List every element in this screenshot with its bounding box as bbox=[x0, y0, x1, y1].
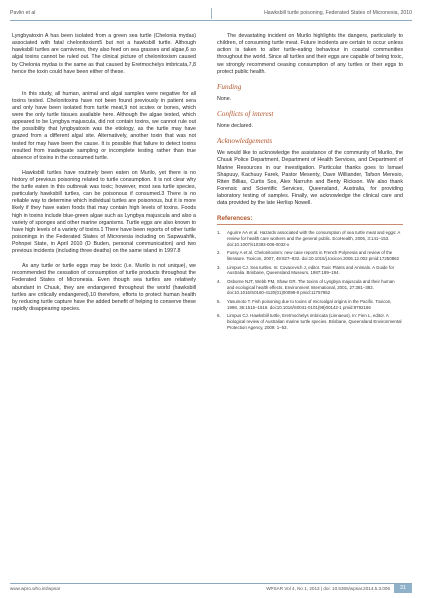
reference-number: 3. bbox=[217, 264, 221, 270]
paragraph: The devastating incident on Murilo highlights the dangers, particularly to children, of consuming turtle meat. Future incidents are certain to occur unless action is taken to alter turtle-eating behaviour in coastal communities throughout the world. Since all turtles and their eggs are capable of being toxic, we strongly recommend ceasing consumption of any turtles or their eggs to protect public health. bbox=[217, 33, 403, 75]
reference-item bbox=[217, 299, 403, 310]
acknowledgements-text: We would like to acknowledge the assistance of the community of Murilo, the Chuuk Police Department, Department of Health Services, and Department of Marine Resources in our investigation. Particular thanks goes to Ismael Shapuuy, Kachuuy Farek, Pastor Mesenty, Dave Williander, Tafson Meresio, Riten Billias, Curtis Sos, Alex Narruhn and Benty Rickson. We also thank Forensic and Scientific Services, Queensland, Australia, for providing laboratory testing of samples. Finally, we acknowledge the clinical care and data provided by the late Herlisp Nowell. bbox=[217, 150, 403, 207]
reference-text: Osborne NJT, Webb PM, Shaw GR. The toxins of Lyngbya majuscula and their human and ecological health effects. Environment International, 2001, 27:381–392. doi:10.1016/S0160-4120(01)00098-8 pmid:11757852 bbox=[227, 279, 395, 296]
paragraph: Lyngbyatoxin A has been isolated from a green sea turtle (Chelonia mydas) associated with fatal chelonitoxism5 but not a hawksbill turtle. Although hawksbill turtles are carnivores, they also feed on sea grasses and algae,6 so algal toxins cannot be ruled out. The clinical picture of chelonitoxism caused by Chelonia mydas is the same as that caused by Eretmochelys imbricata,7,8 hence the toxin could have been either of these. bbox=[12, 33, 196, 75]
reference-number: 2. bbox=[217, 250, 221, 256]
reference-text: Yasumoto T. Fish poisoning due to toxins of microalgal origins in the Pacific. Toxicon, 1998, 36:1515–1518. doi:10.1016/S0041-0101(98)00142-1 pmid:9792166 bbox=[227, 299, 392, 310]
reference-text: Limpus CJ. Sea turtles. In: Covacevich J, editor. Toxic Plants and Animals. A Guide for Australia. Brisbane, Queensland Museum, 1987:189–194. bbox=[227, 264, 395, 276]
references-rule bbox=[217, 224, 403, 225]
header-rule bbox=[10, 20, 412, 21]
page-footer bbox=[10, 585, 412, 595]
reference-number: 6. bbox=[217, 313, 221, 319]
left-column bbox=[12, 33, 196, 321]
reference-number: 5. bbox=[217, 299, 221, 304]
section-heading-acknowledgements: Acknowledgements bbox=[217, 137, 273, 146]
running-header bbox=[10, 8, 412, 20]
spacer bbox=[12, 84, 196, 91]
right-column bbox=[217, 33, 403, 333]
page-number: 31 bbox=[394, 584, 412, 593]
reference-text: Limpus CJ. Hawksbill turtle, Eretmochelys imbricata (Linnaeus). In: Fien L, editor. A biological review of Australian marine turtle species. Brisbane, Queensland Environmental Protection Agency, 2009: 1–53. bbox=[227, 313, 402, 330]
reference-number: 1. bbox=[217, 230, 221, 236]
reference-list bbox=[217, 230, 403, 330]
section-heading-conflicts: Conflicts of interest bbox=[217, 109, 274, 118]
reference-text: Aguirre AA et al. Hazards associated with the consumption of sea turtle meat and eggs: A review for health care workers and the general public. EcoHealth, 2006, 3:141–153. doi:10.1007/s10393-006-0032-x bbox=[227, 230, 401, 247]
reference-item bbox=[217, 250, 403, 261]
section-heading-funding: Funding bbox=[217, 82, 242, 91]
header-title: Hawksbill turtle poisoning, Federated States of Micronesia, 2010 bbox=[264, 10, 412, 16]
reference-number: 4. bbox=[217, 279, 221, 285]
references-heading: References: bbox=[217, 215, 253, 223]
journal-citation: WPSAR Vol 4, No 1, 2013 | doi: 10.5365/wpsar.2014.5.3.006 bbox=[266, 586, 390, 591]
reference-item bbox=[217, 230, 403, 247]
paragraph: In this study, all human, animal and algal samples were negative for all toxins tested. Chelonitoxins have not been found previously in patient sera and only have been isolated from turtle meat,9 not scutes or bones, which were the only turtle tissues available here. Although the algae tested, which appeared to be Lyngbya majuscula, did not contain toxins, we cannot rule out the possibility that lyngbyatoxin was the etiology, as the turtle may have grazed from a different algal site. Alternatively, another toxin that was not tested for may have been the cause. It is possible that failure to detect toxins resulted from inadequate sampling or incomplete testing rather than true absence of toxins in the consumed turtle. bbox=[12, 90, 196, 161]
header-divider bbox=[211, 8, 212, 19]
journal-url-link[interactable]: www.wpro.who.int/wpsar bbox=[10, 586, 61, 591]
reference-item bbox=[217, 313, 403, 330]
reference-item bbox=[217, 265, 403, 276]
reference-item bbox=[217, 279, 403, 296]
paragraph: As any turtle or turtle eggs may be toxic (i.e. Murilo is not unique), we recommended the cessation of consumption of turtle products throughout the Federated States of Micronesia. Even though sea turtles are relatively abundant in Chuuk, they are endangered throughout the world (hawksbill turtles are critically endangered),10 therefore, efforts to protect human health by reducing turtle capture have the added benefit of helping to conserve these rapidly disappearing species. bbox=[12, 263, 196, 313]
conflicts-text: None declared. bbox=[217, 123, 253, 129]
paragraph: Hawksbill turtles have routinely been eaten on Murilo, yet there is no history of previous poisoning related to turtle consumption. It is not clear why the turtle eaten in this outbreak was toxic; however, most sea turtle species, particularly hawksbill turtles, can be poisonous if consumed.3 There is no reliable way to determine which individual turtles are poisonous, but it is more likely if they have eaten foods that may contain high levels of toxins. Foods high in toxins include blue-green algae such as Lyngbya majuscula and also a variety of sponges and other marine organisms. Turtle eggs are also known to have high levels of a variety of toxins.1 There have been reports of other turtle poisonings in the Federated States of Micronesia including on Sapwuahfik, Pohnpei State, in April 2010 (D Buden, personal communication) and two previous incidents (including three deaths) on the same island in 1997.8 bbox=[12, 169, 196, 255]
reference-text: Fussy A et al. Chelonitoxism: new case reports in French Polynesia and review of the literature. Toxicon, 2007, 49:827–832. doi:10.1016/j.toxicon.2006.12.002 pmid:17250862 bbox=[227, 250, 400, 261]
funding-text: None. bbox=[217, 95, 232, 102]
header-author: Pavlin et al bbox=[10, 10, 36, 16]
footer-rule bbox=[10, 583, 412, 584]
